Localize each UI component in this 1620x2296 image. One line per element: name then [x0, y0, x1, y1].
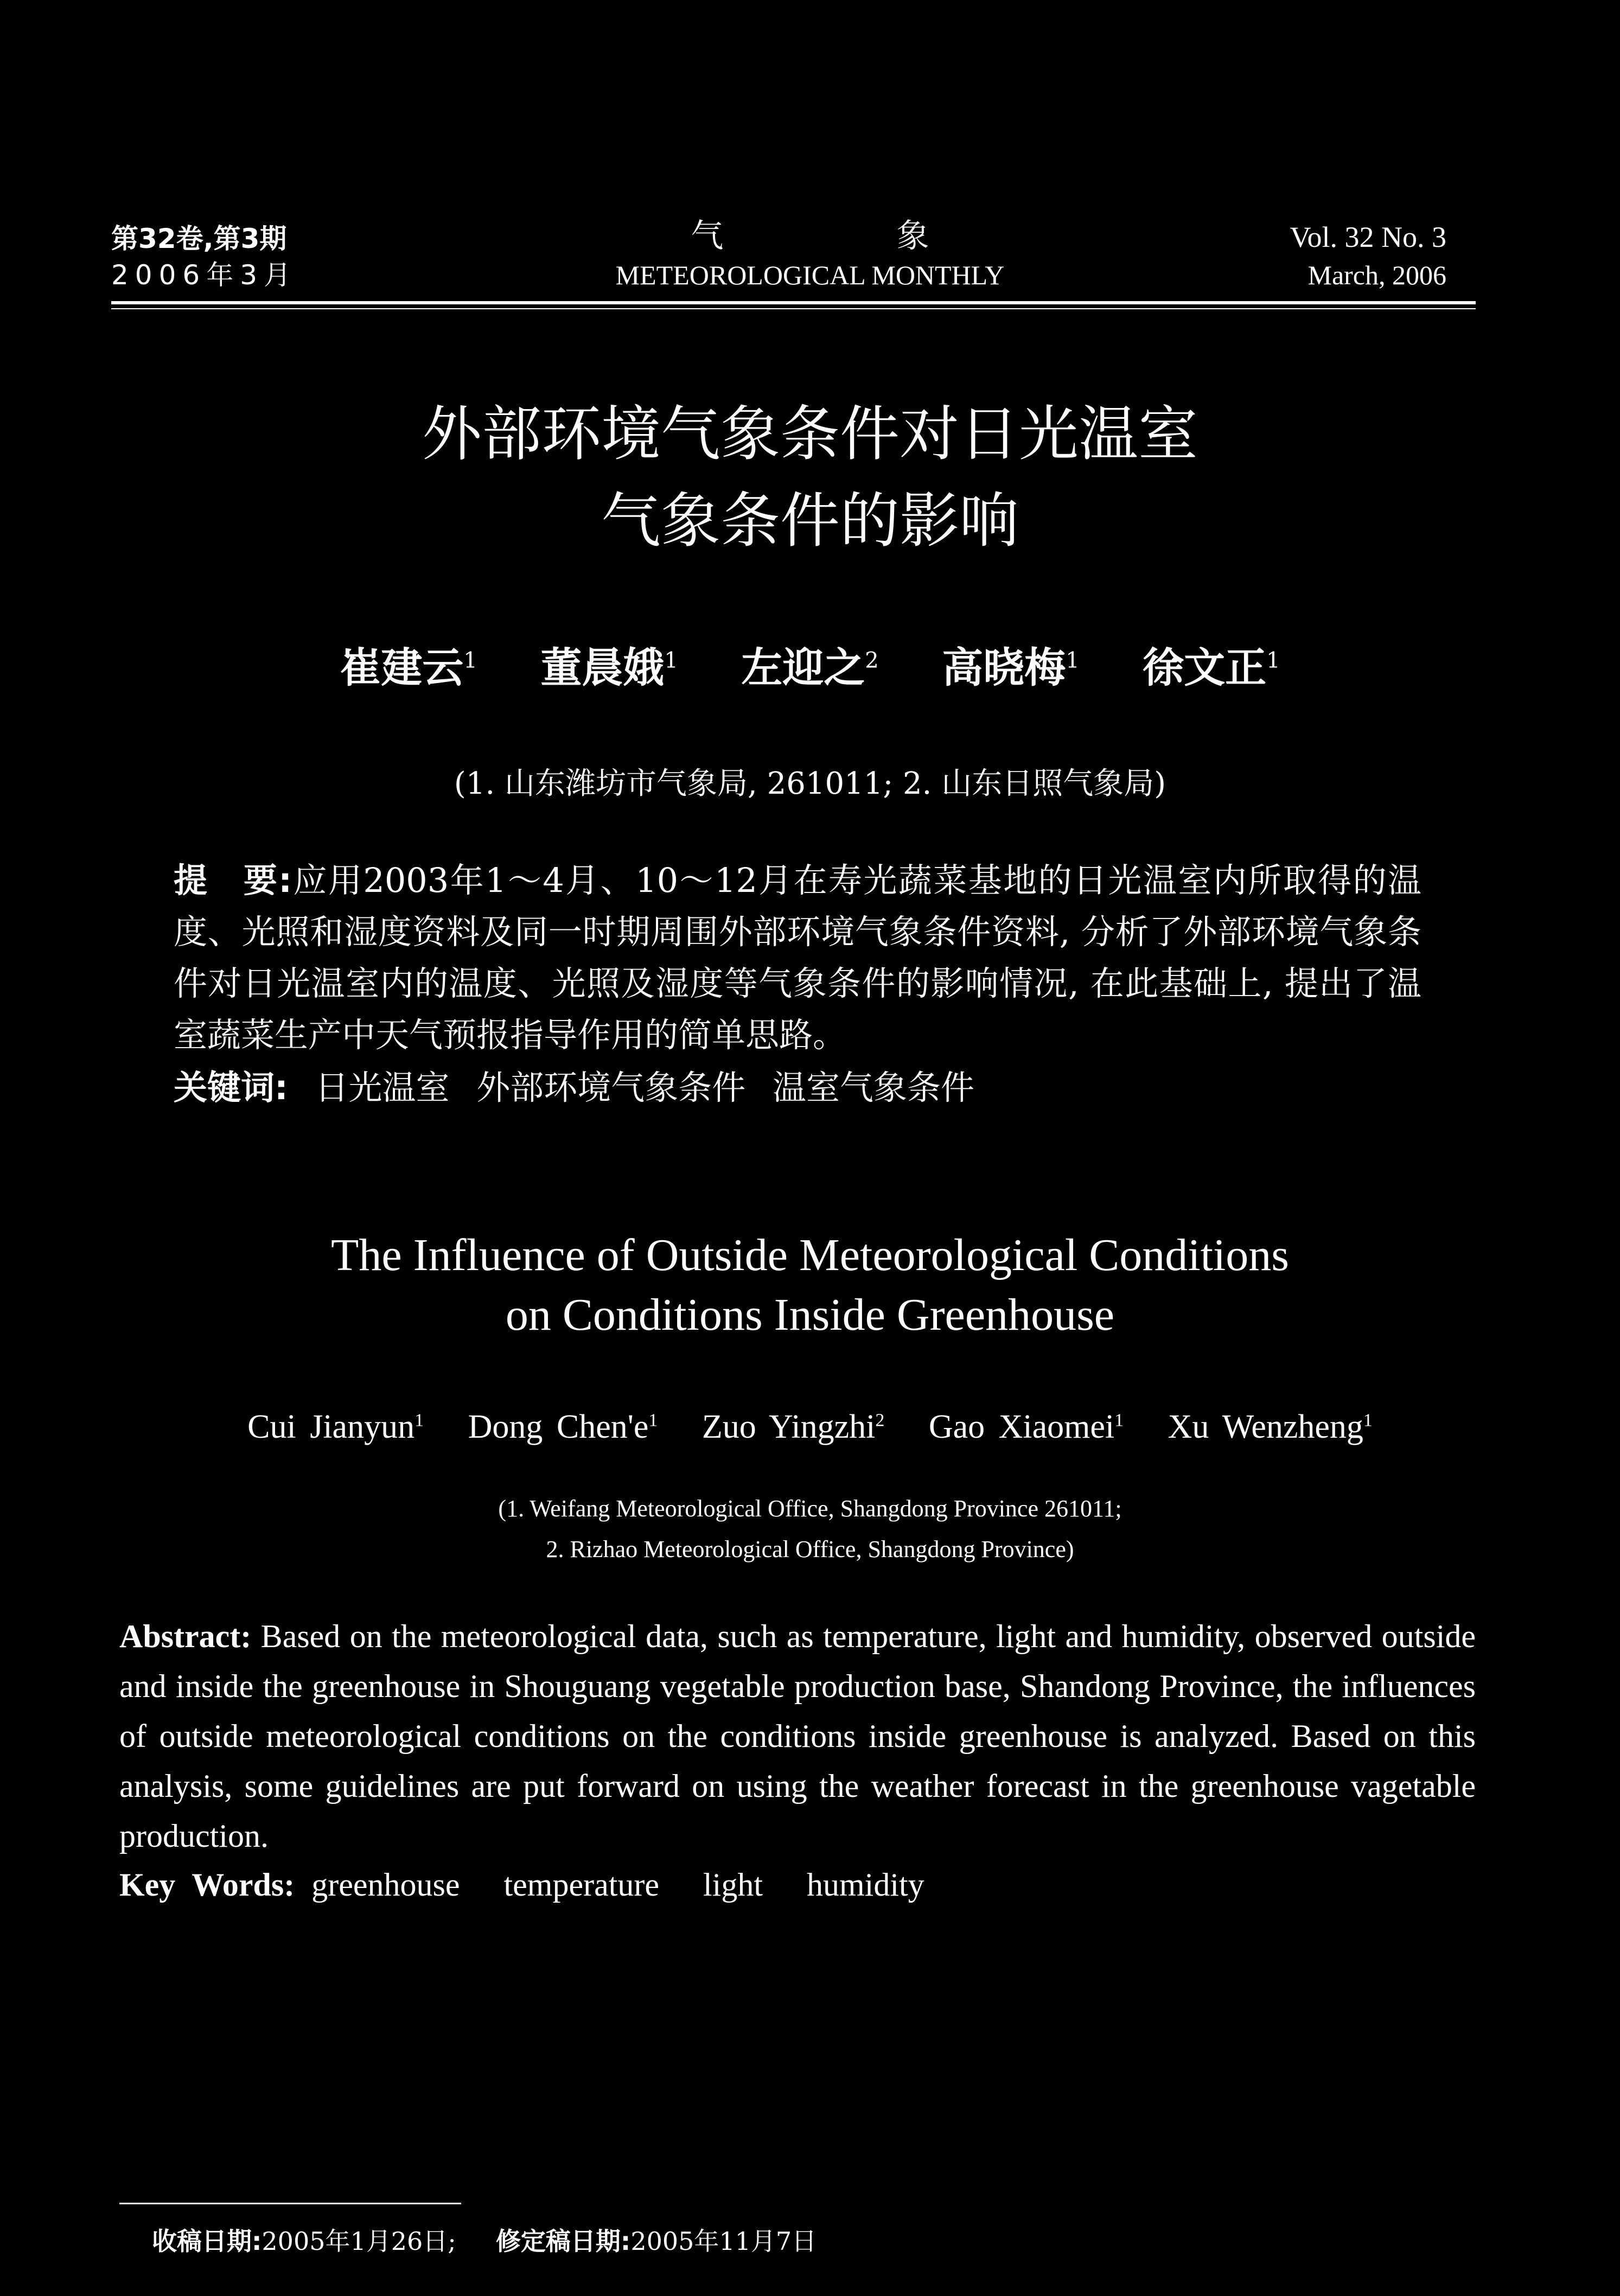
received-label: 收稿日期:	[152, 2227, 262, 2256]
keyword-en: humidity	[807, 1867, 924, 1903]
title-en-line2: on Conditions Inside Greenhouse	[505, 1290, 1115, 1340]
header-rule-thin	[111, 308, 1476, 309]
affiliation-en-line1: (1. Weifang Meteorological Office, Shangdong Province 261011;	[498, 1495, 1122, 1522]
header-rule-thick	[111, 301, 1476, 304]
title-en-line1: The Influence of Outside Meteorological Conditions	[331, 1230, 1289, 1280]
keyword-cn: 外部环境气象条件	[476, 1068, 746, 1107]
date-en: March, 2006	[1308, 260, 1446, 290]
author-en: Zuo Yingzhi$^2$	[701, 1408, 885, 1445]
keyword-en: light	[703, 1867, 763, 1903]
keyword-en: greenhouse	[311, 1867, 460, 1903]
affiliation-cn: (1. 山东潍坊市气象局, 261011; 2. 山东日照气象局)	[454, 766, 1166, 801]
keywords-cn	[174, 1061, 974, 1109]
authors-en	[0, 1408, 1620, 1446]
author-cn: 高晓梅$^1$	[942, 643, 1080, 692]
revised-date: 2005年11月7日	[630, 2227, 817, 2256]
volume-issue-cn: 第32卷,第3期	[111, 223, 287, 254]
abstract-cn-text: 应用2003年1～4月、10～12月在寿光蔬菜基地的日光温室内所取得的温度、光照和湿度资料及同一时期周围外部环境气象条件资料, 分析了外部环境气象条件对日光温室内的温度、光照及湿度等气象条件的影响情况, 在此基础上, 提出了温室蔬菜生产中天气预报指导作用的简单思路。	[174, 860, 1422, 1055]
date-cn: 2006年3月	[111, 259, 298, 291]
journal-name-cn: 气 象	[691, 217, 1011, 255]
affiliation-en-line2: 2. Rizhao Meteorological Office, Shangdong Province)	[546, 1536, 1074, 1562]
title-cn-line1: 外部环境气象条件对日光温室	[422, 399, 1198, 469]
author-cn: 左迎之$^2$	[741, 643, 879, 692]
keywords-en-label: Key Words:	[119, 1867, 295, 1903]
keywords-cn-label: 关键词:	[174, 1068, 288, 1107]
journal-name-en: METEOROLOGICAL MONTHLY	[615, 260, 1005, 290]
abstract-en-label: Abstract:	[119, 1618, 252, 1654]
author-en: Dong $Chen'e^1$	[468, 1408, 658, 1445]
keyword-en: temperature	[503, 1867, 659, 1903]
volume-issue-en: Vol. 32 No. 3	[1290, 221, 1446, 253]
author-cn: 徐文正$^1$	[1143, 643, 1280, 692]
revised-label: 修定稿日期:	[495, 2227, 631, 2256]
abstract-cn-label: 提 要:	[174, 860, 292, 900]
footnote	[152, 2222, 817, 2257]
abstract-cn	[174, 854, 1421, 1061]
abstract-en	[119, 1611, 1476, 1861]
abstract-en-text: Based on the meteorological data, such as temperature, light and humidity, observed outside and inside the greenhouse in Shouguang vegetable production base, Shandong Province, the influences of outside meteorological conditions on the conditions inside greenhouse is analyzed. Based on this analysis, some guidelines are put forward on using the weather forecast in the greenhouse vagetable production.	[119, 1618, 1476, 1854]
keyword-cn: 日光温室	[315, 1068, 450, 1107]
authors-cn	[0, 635, 1620, 694]
author-en: Xu Wenzheng$^1$	[1168, 1408, 1373, 1445]
author-en: Gao Xiaomei$^1$	[928, 1408, 1124, 1445]
author-cn: 董晨娥$^1$	[540, 643, 678, 692]
footnote-rule	[119, 2203, 461, 2204]
received-date: 2005年1月26日;	[262, 2227, 456, 2256]
author-cn: 崔建云$^1$	[340, 643, 477, 692]
author-en: Cui Jianyun$^1$	[247, 1408, 424, 1445]
keyword-cn: 温室气象条件	[772, 1068, 974, 1107]
keywords-en	[119, 1866, 952, 1904]
title-cn-line2: 气象条件的影响	[601, 486, 1019, 556]
